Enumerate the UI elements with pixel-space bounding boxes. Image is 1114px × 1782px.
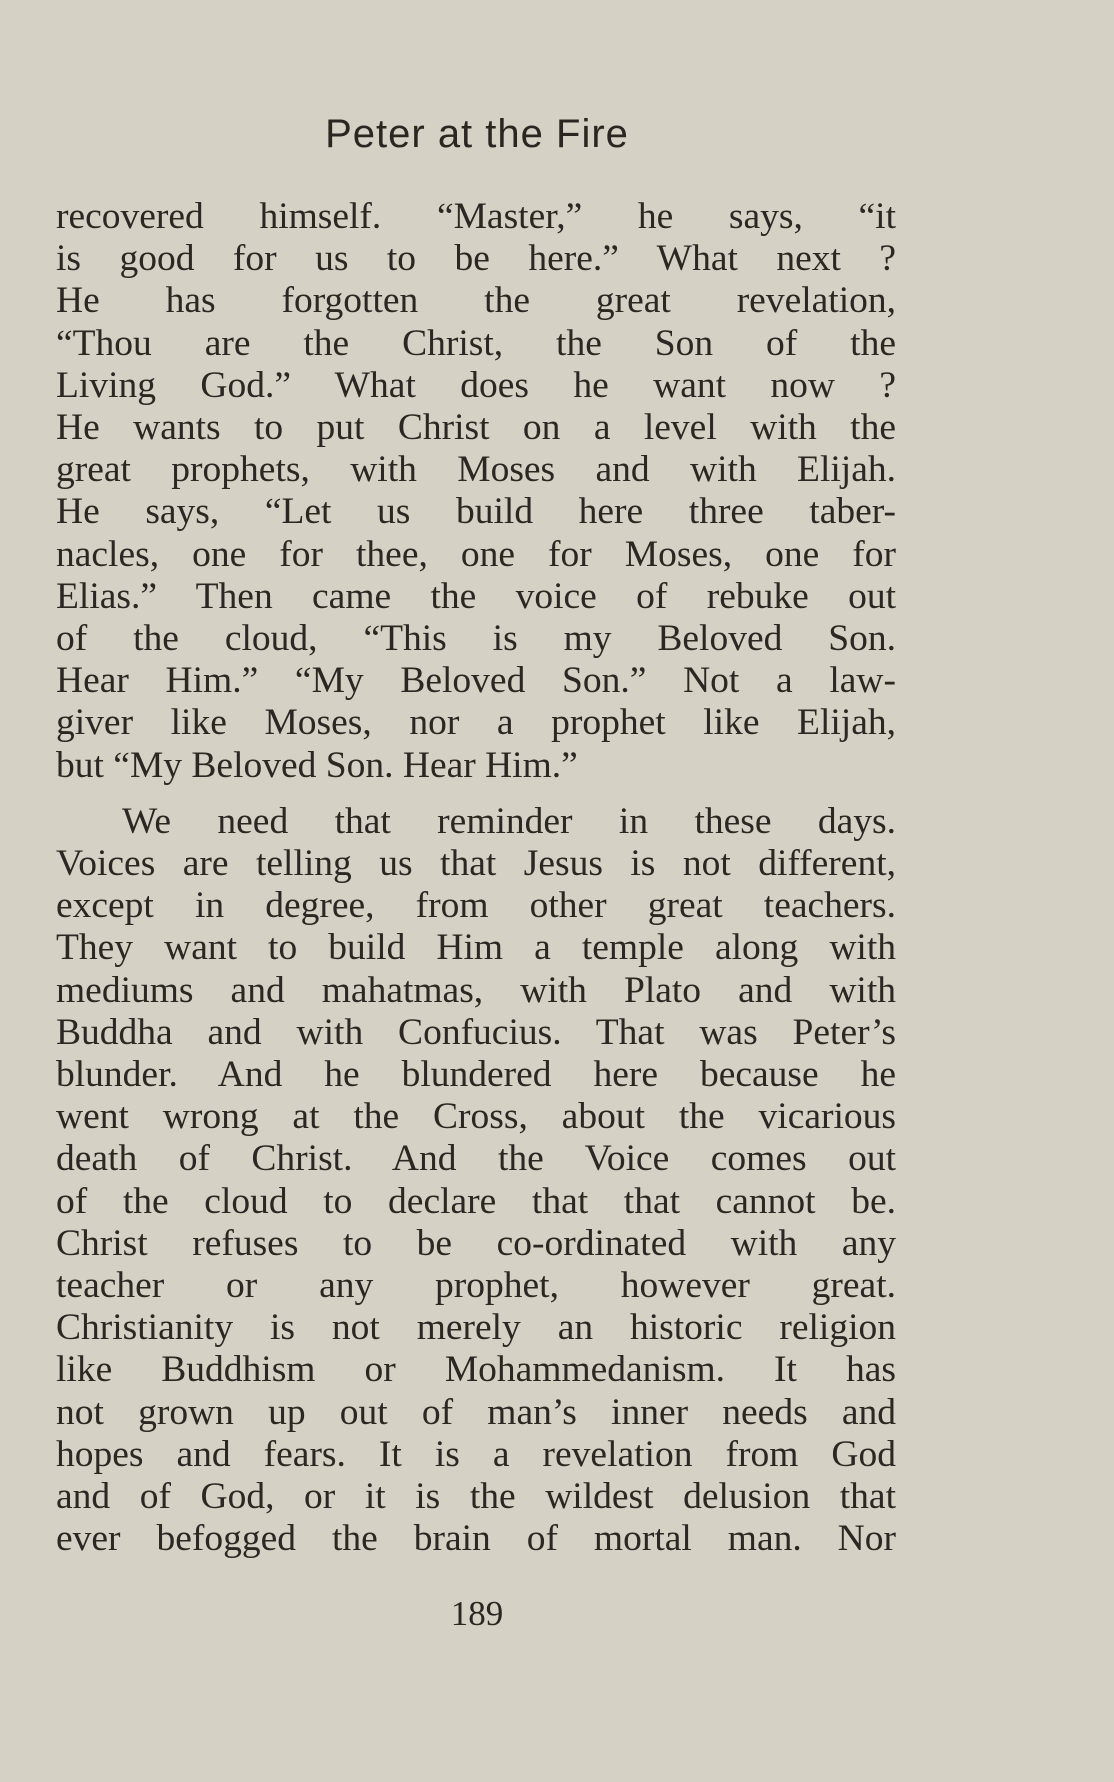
text-line: blunder. And he blundered here because he (56, 1054, 896, 1096)
text-line: “Thou are the Christ, the Son of the (56, 322, 896, 364)
text-line: death of Christ. And the Voice comes out (56, 1138, 896, 1180)
text-line: Hear Him.” “My Beloved Son.” Not a law- (56, 660, 896, 702)
text-line: We need that reminder in these days. (122, 800, 896, 842)
text-line: and of God, or it is the wildest delusion that (56, 1476, 896, 1518)
body-text (56, 196, 896, 1561)
text-line: hopes and fears. It is a revelation from God (56, 1433, 896, 1475)
text-line: of the cloud to declare that that cannot be. (56, 1180, 896, 1222)
text-line: went wrong at the Cross, about the vicarious (56, 1096, 896, 1138)
text-line: He has forgotten the great revelation, (56, 280, 896, 322)
text-line: of the cloud, “This is my Beloved Son. (56, 618, 896, 660)
running-title: Peter at the Fire (325, 112, 629, 156)
text-line: Christ refuses to be co-ordinated with any (56, 1222, 896, 1264)
text-line: He wants to put Christ on a level with the (56, 407, 896, 449)
text-line: but “My Beloved Son. Hear Him.” (56, 744, 578, 786)
paragraph-2 (56, 801, 896, 1561)
text-line: ever befogged the brain of mortal man. Nor (56, 1518, 896, 1560)
text-line: He says, “Let us build here three taber- (56, 491, 896, 533)
text-line: is good for us to be here.” What next ? (56, 238, 896, 280)
text-line: They want to build Him a temple along with (56, 927, 896, 969)
text-line: Buddha and with Confucius. That was Peter’s (56, 1011, 896, 1053)
text-line: giver like Moses, nor a prophet like Elijah, (56, 702, 896, 744)
text-line: Voices are telling us that Jesus is not different, (56, 843, 896, 885)
text-line: nacles, one for thee, one for Moses, one for (56, 533, 896, 575)
text-line: not grown up out of man’s inner needs and (56, 1391, 896, 1433)
paragraph-1 (56, 196, 896, 787)
text-line: like Buddhism or Mohammedanism. It has (56, 1349, 896, 1391)
text-line: mediums and mahatmas, with Plato and with (56, 969, 896, 1011)
text-line: Christianity is not merely an historic religion (56, 1307, 896, 1349)
text-line: Living God.” What does he want now ? (56, 364, 896, 406)
text-line: great prophets, with Moses and with Elijah. (56, 449, 896, 491)
text-line: recovered himself. “Master,” he says, “it (56, 196, 896, 237)
text-line: except in degree, from other great teachers. (56, 885, 896, 927)
page-number: 189 (450, 1594, 504, 1633)
text-line: Elias.” Then came the voice of rebuke out (56, 575, 896, 617)
text-line: teacher or any prophet, however great. (56, 1265, 896, 1307)
